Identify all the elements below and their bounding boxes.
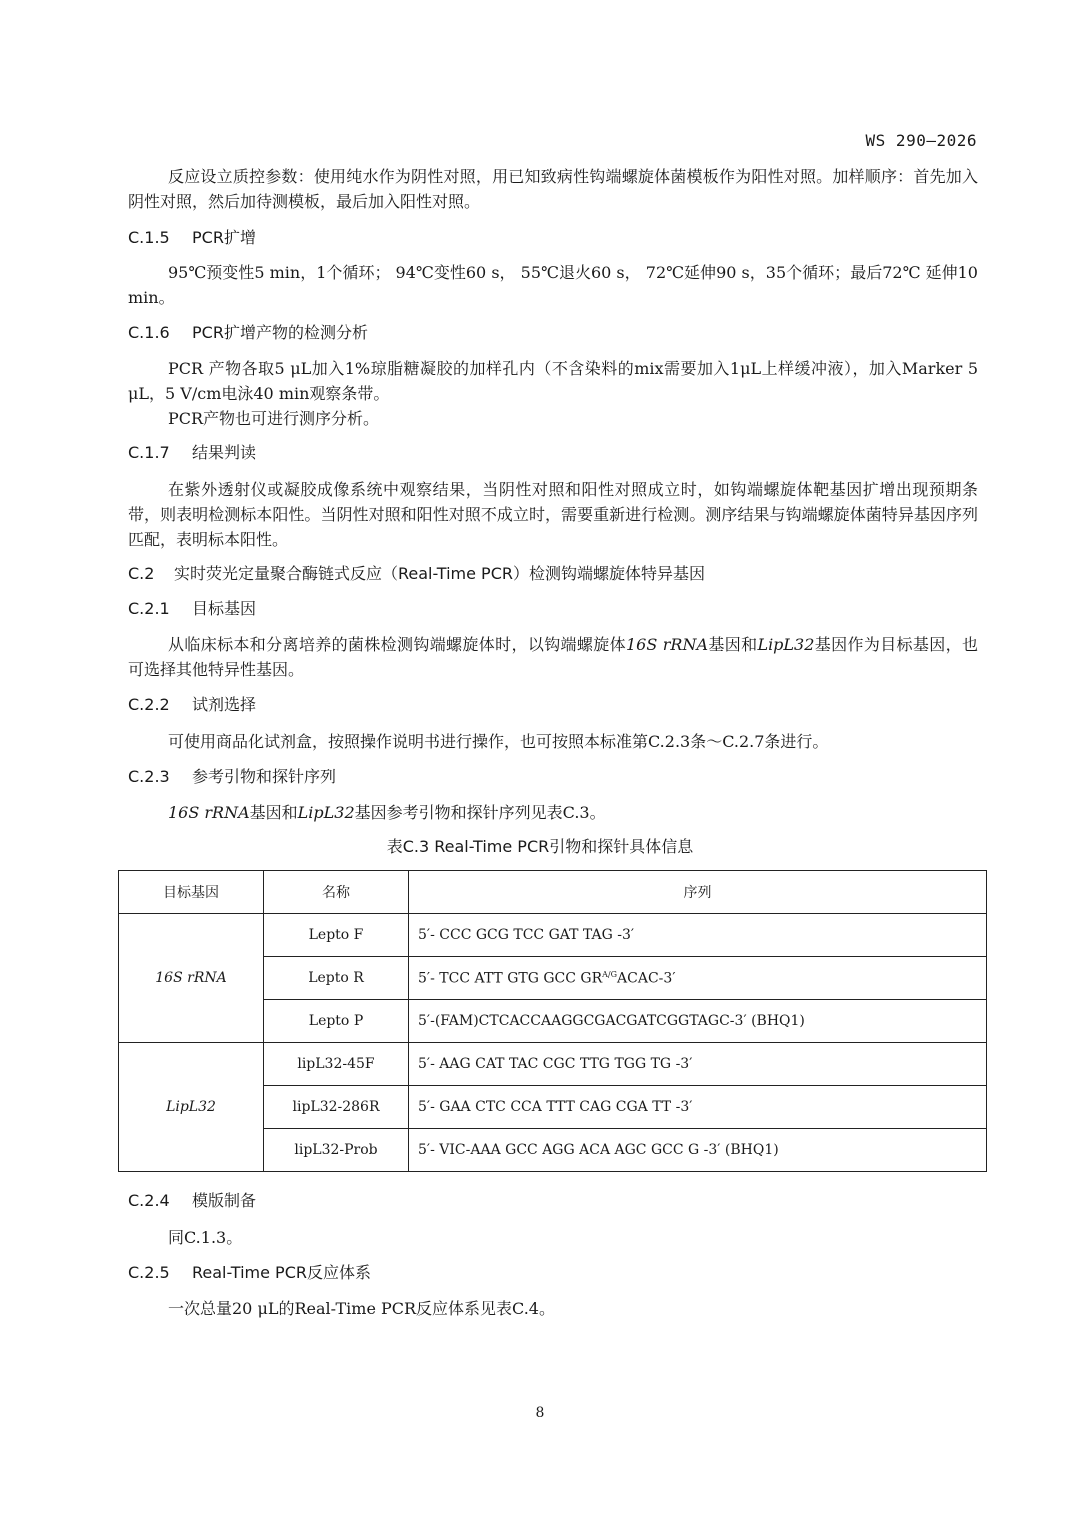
primer-name-cell: Lepto P <box>264 1000 409 1043</box>
document-id: WS 290—2026 <box>865 131 977 150</box>
c116-paragraph-2: PCR产物也可进行测序分析。 <box>168 409 380 428</box>
section-title: 目标基因 <box>192 599 257 618</box>
c116-paragraph: PCR 产物各取5 μL加入1%琼脂糖凝胶的加样孔内（不含染料的mix需要加入1μL上样缓冲液），加入Marker 5 μL，5 V/cm电泳40 min观察条带。 <box>128 359 978 403</box>
section-title: 参考引物和探针序列 <box>192 767 337 786</box>
section-heading-c2 <box>128 563 705 585</box>
gene-name: 16S rRNA <box>168 803 250 822</box>
gene-name: LipL32 <box>757 635 815 654</box>
section-heading-c115 <box>128 227 256 249</box>
section-number: C.2.3 <box>128 767 170 786</box>
table-row <box>119 1043 987 1086</box>
section-number: C.2.5 <box>128 1263 170 1282</box>
degenerate-base: A/G <box>602 969 618 979</box>
sequence-cell: 5′-(FAM)CTCACCAAGGCGACGATCGGTAGC-3′ (BHQ1) <box>409 1000 987 1043</box>
primer-name-cell: lipL32-Prob <box>264 1129 409 1172</box>
c117-paragraph: 在紫外透射仪或凝胶成像系统中观察结果，当阴性对照和阳性对照成立时，如钩端螺旋体靶基因扩增出现预期条带，则表明检测标本阳性。当阴性对照和阳性对照不成立时，需要重新进行检测。测序结果与钩端螺旋体菌特异基因序列匹配，表明标本阳性。 <box>128 480 978 549</box>
primer-name-cell: lipL32-286R <box>264 1086 409 1129</box>
table-row <box>119 914 987 957</box>
column-header: 名称 <box>264 871 409 914</box>
text-run: 基因和 <box>249 803 298 822</box>
section-title: PCR扩增 <box>192 228 256 247</box>
section-title: 试剂选择 <box>192 695 257 714</box>
c223-paragraph <box>128 800 978 825</box>
column-header: 序列 <box>409 871 987 914</box>
text-run: 从临床标本和分离培养的菌株检测钩端螺旋体时，以钩端螺旋体 <box>168 635 626 654</box>
table-header-row <box>119 871 987 914</box>
section-number: C.1.6 <box>128 323 170 342</box>
qc-paragraph: 反应设立质控参数：使用纯水作为阴性对照，用已知致病性钩端螺旋体菌模板作为阳性对照。加样顺序：首先加入阴性对照，然后加待测模板，最后加入阳性对照。 <box>128 167 978 211</box>
page-number: 8 <box>535 1405 545 1421</box>
section-heading-c223 <box>128 766 336 788</box>
column-header: 目标基因 <box>119 871 264 914</box>
primer-name-cell: Lepto R <box>264 957 409 1000</box>
section-title: PCR扩增产物的检测分析 <box>192 323 368 342</box>
gene-name: 16S rRNA <box>625 635 708 654</box>
section-heading-c116 <box>128 322 368 344</box>
gene-cell: LipL32 <box>119 1043 264 1172</box>
sequence-cell: 5′- CCC GCG TCC GAT TAG -3′ <box>409 914 987 957</box>
primer-table <box>118 870 987 1172</box>
section-heading-c224 <box>128 1190 256 1212</box>
section-title: Real-Time PCR反应体系 <box>192 1263 371 1282</box>
c222-paragraph: 可使用商品化试剂盒，按照操作说明书进行操作，也可按照本标准第C.2.3条～C.2.7条进行。 <box>168 732 829 751</box>
section-number: C.2.4 <box>128 1191 170 1210</box>
section-heading-c221 <box>128 598 256 620</box>
table-caption: 表C.3 Real-Time PCR引物和探针具体信息 <box>386 837 694 856</box>
sequence-part: ACAC-3′ <box>617 970 676 987</box>
section-title: 结果判读 <box>192 443 257 462</box>
primer-name-cell: lipL32-45F <box>264 1043 409 1086</box>
section-number: C.1.5 <box>128 228 170 247</box>
sequence-cell: 5′- AAG CAT TAC CGC TTG TGG TG -3′ <box>409 1043 987 1086</box>
sequence-part: 5′- TCC ATT GTG GCC GR <box>418 970 603 987</box>
primer-name-cell: Lepto F <box>264 914 409 957</box>
text-run: 基因作为目标基因，也可选择其他特异性基因。 <box>128 635 978 679</box>
section-number: C.2.2 <box>128 695 170 714</box>
text-run: 基因参考引物和探针序列见表C.3。 <box>354 803 606 822</box>
section-heading-c117 <box>128 442 256 464</box>
sequence-cell: 5′- VIC-AAA GCC AGG ACA AGC GCC G -3′ (BHQ1) <box>409 1129 987 1172</box>
section-number: C.1.7 <box>128 443 170 462</box>
gene-cell: 16S rRNA <box>119 914 264 1043</box>
c221-paragraph <box>128 632 978 682</box>
text-run: 基因和 <box>708 635 758 654</box>
section-heading-c225 <box>128 1262 371 1284</box>
sequence-cell: 5′- GAA CTC CCA TTT CAG CGA TT -3′ <box>409 1086 987 1129</box>
section-number: C.2 <box>128 564 155 583</box>
sequence-cell <box>409 957 987 1000</box>
c225-paragraph: 一次总量20 μL的Real-Time PCR反应体系见表C.4。 <box>168 1299 555 1318</box>
section-number: C.2.1 <box>128 599 170 618</box>
gene-name: LipL32 <box>297 803 355 822</box>
section-title: 实时荧光定量聚合酶链式反应（Real-Time PCR）检测钩端螺旋体特异基因 <box>174 564 705 583</box>
c115-paragraph: 95℃预变性5 min，1个循环； 94℃变性60 s， 55℃退火60 s， 72℃延伸90 s，35个循环；最后72℃ 延伸10 min。 <box>128 263 978 307</box>
section-heading-c222 <box>128 694 256 716</box>
c224-paragraph: 同C.1.3。 <box>168 1228 243 1247</box>
section-title: 模版制备 <box>192 1191 257 1210</box>
